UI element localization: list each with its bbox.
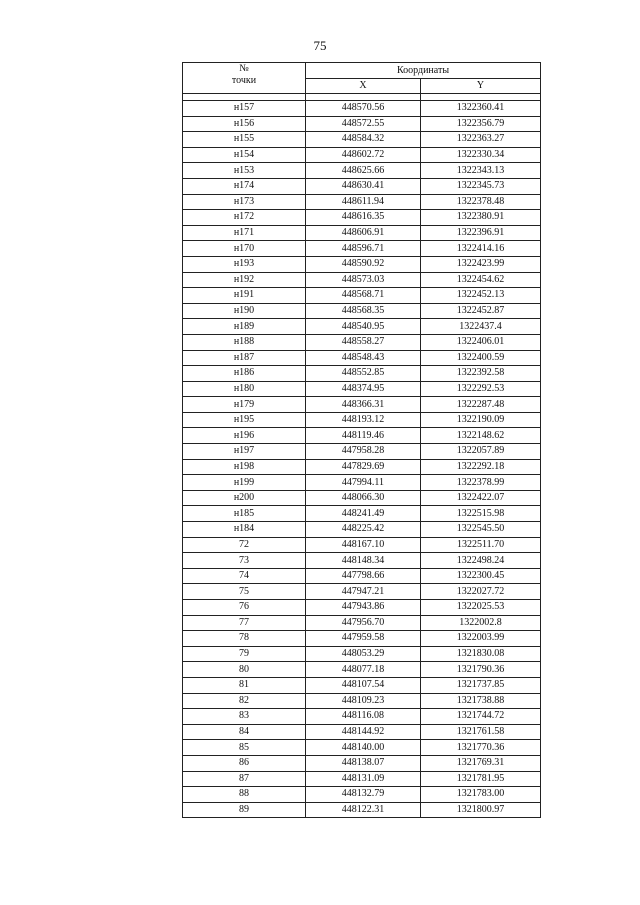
table-row	[183, 241, 541, 257]
table-row	[183, 490, 541, 506]
y-coordinate-cell: 1322003.99	[421, 631, 541, 647]
table-row	[183, 724, 541, 740]
table-row	[183, 787, 541, 803]
x-coordinate-cell: 448193.12	[306, 412, 421, 428]
point-number-symbol: №	[239, 63, 249, 74]
x-coordinate-cell: 448374.95	[306, 381, 421, 397]
y-coordinate-cell: 1322515.98	[421, 506, 541, 522]
x-coordinate-cell: 447959.58	[306, 631, 421, 647]
table-row	[183, 101, 541, 117]
x-coordinate-cell: 448602.72	[306, 147, 421, 163]
x-coordinate-cell: 448109.23	[306, 693, 421, 709]
x-coordinate-cell: 448140.00	[306, 740, 421, 756]
x-coordinate-cell: 448138.07	[306, 755, 421, 771]
table-row	[183, 132, 541, 148]
spacer-cell	[183, 94, 306, 101]
y-column-header: Y	[421, 79, 541, 94]
y-coordinate-cell: 1322363.27	[421, 132, 541, 148]
x-coordinate-cell: 448611.94	[306, 194, 421, 210]
x-coordinate-cell: 448366.31	[306, 397, 421, 413]
point-number-cell: 89	[183, 802, 306, 818]
x-coordinate-cell: 448630.41	[306, 178, 421, 194]
table-row	[183, 615, 541, 631]
y-coordinate-cell: 1322378.48	[421, 194, 541, 210]
spacer-cell	[306, 94, 421, 101]
point-number-cell: н179	[183, 397, 306, 413]
y-coordinate-cell: 1322396.91	[421, 225, 541, 241]
table-row	[183, 631, 541, 647]
y-coordinate-cell: 1322400.59	[421, 350, 541, 366]
x-coordinate-cell: 448570.56	[306, 101, 421, 117]
point-number-cell: 72	[183, 537, 306, 553]
table-row	[183, 568, 541, 584]
point-number-cell: 73	[183, 553, 306, 569]
point-number-cell: н172	[183, 210, 306, 226]
x-column-header: X	[306, 79, 421, 94]
point-number-cell: н195	[183, 412, 306, 428]
table-row	[183, 256, 541, 272]
point-number-cell: 83	[183, 709, 306, 725]
y-coordinate-cell: 1322002.8	[421, 615, 541, 631]
y-coordinate-cell: 1322545.50	[421, 522, 541, 538]
x-coordinate-cell: 448144.92	[306, 724, 421, 740]
y-coordinate-cell: 1322511.70	[421, 537, 541, 553]
point-number-cell: н180	[183, 381, 306, 397]
y-coordinate-cell: 1322057.89	[421, 444, 541, 460]
point-number-cell: н196	[183, 428, 306, 444]
x-coordinate-cell: 447994.11	[306, 475, 421, 491]
x-coordinate-cell: 448625.66	[306, 163, 421, 179]
y-coordinate-cell: 1322287.48	[421, 397, 541, 413]
x-coordinate-cell: 447798.66	[306, 568, 421, 584]
x-coordinate-cell: 448167.10	[306, 537, 421, 553]
point-number-cell: 78	[183, 631, 306, 647]
point-number-cell: 75	[183, 584, 306, 600]
point-number-cell: н186	[183, 366, 306, 382]
table-row	[183, 553, 541, 569]
table-row	[183, 522, 541, 538]
x-coordinate-cell: 448131.09	[306, 771, 421, 787]
x-coordinate-cell: 448053.29	[306, 646, 421, 662]
x-coordinate-cell: 448568.35	[306, 303, 421, 319]
y-coordinate-cell: 1322380.91	[421, 210, 541, 226]
x-coordinate-cell: 448573.03	[306, 272, 421, 288]
x-coordinate-cell: 447958.28	[306, 444, 421, 460]
y-coordinate-cell: 1322190.09	[421, 412, 541, 428]
table-row	[183, 210, 541, 226]
table-row	[183, 709, 541, 725]
y-coordinate-cell: 1321783.00	[421, 787, 541, 803]
table-row	[183, 506, 541, 522]
table-row	[183, 366, 541, 382]
x-coordinate-cell: 448590.92	[306, 256, 421, 272]
y-coordinate-cell: 1322292.18	[421, 459, 541, 475]
table-row	[183, 459, 541, 475]
table-row	[183, 771, 541, 787]
x-coordinate-cell: 448568.71	[306, 288, 421, 304]
point-number-cell: 74	[183, 568, 306, 584]
y-coordinate-cell: 1322330.34	[421, 147, 541, 163]
point-number-cell: н184	[183, 522, 306, 538]
y-coordinate-cell: 1322437.4	[421, 319, 541, 335]
x-coordinate-cell: 448241.49	[306, 506, 421, 522]
y-coordinate-cell: 1321800.97	[421, 802, 541, 818]
point-number-cell: н173	[183, 194, 306, 210]
point-number-cell: н192	[183, 272, 306, 288]
table-row	[183, 288, 541, 304]
x-coordinate-cell: 448552.85	[306, 366, 421, 382]
table-row	[183, 116, 541, 132]
x-coordinate-cell: 447956.70	[306, 615, 421, 631]
y-coordinate-cell: 1322300.45	[421, 568, 541, 584]
point-number-cell: 77	[183, 615, 306, 631]
point-number-cell: 88	[183, 787, 306, 803]
y-coordinate-cell: 1322498.24	[421, 553, 541, 569]
table-row	[183, 584, 541, 600]
point-number-cell: н189	[183, 319, 306, 335]
point-number-cell: н185	[183, 506, 306, 522]
table-row	[183, 444, 541, 460]
point-number-cell: 85	[183, 740, 306, 756]
point-number-cell: н187	[183, 350, 306, 366]
point-number-cell: н190	[183, 303, 306, 319]
x-coordinate-cell: 448572.55	[306, 116, 421, 132]
y-coordinate-cell: 1322454.62	[421, 272, 541, 288]
point-number-cell: н153	[183, 163, 306, 179]
y-coordinate-cell: 1322452.87	[421, 303, 541, 319]
point-number-cell: н193	[183, 256, 306, 272]
table-row	[183, 537, 541, 553]
table-row	[183, 350, 541, 366]
table-row	[183, 412, 541, 428]
table-row	[183, 194, 541, 210]
y-coordinate-cell: 1322414.16	[421, 241, 541, 257]
point-number-cell: н199	[183, 475, 306, 491]
table-row	[183, 319, 541, 335]
point-number-cell: 82	[183, 693, 306, 709]
y-coordinate-cell: 1321781.95	[421, 771, 541, 787]
point-number-word: точки	[231, 75, 257, 86]
table-row	[183, 163, 541, 179]
y-coordinate-cell: 1322423.99	[421, 256, 541, 272]
point-number-cell: н156	[183, 116, 306, 132]
point-number-cell: н188	[183, 334, 306, 350]
x-coordinate-cell: 448077.18	[306, 662, 421, 678]
table-row	[183, 677, 541, 693]
y-coordinate-cell: 1321738.88	[421, 693, 541, 709]
table-row	[183, 646, 541, 662]
table-body	[183, 94, 541, 818]
point-number-cell: 86	[183, 755, 306, 771]
x-coordinate-cell: 448148.34	[306, 553, 421, 569]
x-coordinate-cell: 448606.91	[306, 225, 421, 241]
table-row	[183, 740, 541, 756]
y-coordinate-cell: 1322027.72	[421, 584, 541, 600]
x-coordinate-cell: 448132.79	[306, 787, 421, 803]
spacer-row	[183, 94, 541, 101]
y-coordinate-cell: 1321830.08	[421, 646, 541, 662]
point-number-cell: н171	[183, 225, 306, 241]
x-coordinate-cell: 447943.86	[306, 600, 421, 616]
x-coordinate-cell: 448107.54	[306, 677, 421, 693]
table-row	[183, 397, 541, 413]
point-number-cell: н154	[183, 147, 306, 163]
x-coordinate-cell: 448596.71	[306, 241, 421, 257]
table-row	[183, 334, 541, 350]
point-number-cell: н200	[183, 490, 306, 506]
table-row	[183, 303, 541, 319]
x-coordinate-cell: 448616.35	[306, 210, 421, 226]
y-coordinate-cell: 1322392.58	[421, 366, 541, 382]
point-number-cell: 87	[183, 771, 306, 787]
x-coordinate-cell: 447829.69	[306, 459, 421, 475]
point-number-cell: н170	[183, 241, 306, 257]
table-row	[183, 475, 541, 491]
y-coordinate-cell: 1322360.41	[421, 101, 541, 117]
point-number-cell: 79	[183, 646, 306, 662]
x-coordinate-cell: 448558.27	[306, 334, 421, 350]
x-coordinate-cell: 448225.42	[306, 522, 421, 538]
x-coordinate-cell: 448584.32	[306, 132, 421, 148]
y-coordinate-cell: 1322343.13	[421, 163, 541, 179]
x-coordinate-cell: 448066.30	[306, 490, 421, 506]
y-coordinate-cell: 1321790.36	[421, 662, 541, 678]
table-row	[183, 755, 541, 771]
y-coordinate-cell: 1322452.13	[421, 288, 541, 304]
y-coordinate-cell: 1322345.73	[421, 178, 541, 194]
table-row	[183, 693, 541, 709]
y-coordinate-cell: 1321770.36	[421, 740, 541, 756]
y-coordinate-cell: 1322292.53	[421, 381, 541, 397]
x-coordinate-cell: 448540.95	[306, 319, 421, 335]
table-row	[183, 178, 541, 194]
point-number-cell: н197	[183, 444, 306, 460]
point-number-cell: 81	[183, 677, 306, 693]
coordinates-table	[182, 62, 541, 818]
point-number-cell: н174	[183, 178, 306, 194]
table-row	[183, 802, 541, 818]
table-row	[183, 600, 541, 616]
y-coordinate-cell: 1321737.85	[421, 677, 541, 693]
table-header-row	[183, 63, 541, 79]
table-row	[183, 272, 541, 288]
page-number: 75	[313, 38, 327, 53]
x-coordinate-cell: 448122.31	[306, 802, 421, 818]
point-number-cell: н155	[183, 132, 306, 148]
point-number-cell: н157	[183, 101, 306, 117]
point-number-cell: н191	[183, 288, 306, 304]
table-row	[183, 381, 541, 397]
y-coordinate-cell: 1322422.07	[421, 490, 541, 506]
spacer-cell	[421, 94, 541, 101]
x-coordinate-cell: 448116.08	[306, 709, 421, 725]
table-row	[183, 662, 541, 678]
point-number-cell: 84	[183, 724, 306, 740]
y-coordinate-cell: 1322406.01	[421, 334, 541, 350]
y-coordinate-cell: 1322148.62	[421, 428, 541, 444]
y-coordinate-cell: 1321744.72	[421, 709, 541, 725]
point-number-header	[183, 63, 306, 94]
point-number-cell: н198	[183, 459, 306, 475]
table-row	[183, 147, 541, 163]
coordinates-header: Координаты	[306, 63, 541, 79]
table-row	[183, 225, 541, 241]
y-coordinate-cell: 1321761.58	[421, 724, 541, 740]
x-coordinate-cell: 447947.21	[306, 584, 421, 600]
x-coordinate-cell: 448548.43	[306, 350, 421, 366]
y-coordinate-cell: 1322025.53	[421, 600, 541, 616]
point-number-cell: 80	[183, 662, 306, 678]
x-coordinate-cell: 448119.46	[306, 428, 421, 444]
y-coordinate-cell: 1322356.79	[421, 116, 541, 132]
y-coordinate-cell: 1322378.99	[421, 475, 541, 491]
y-coordinate-cell: 1321769.31	[421, 755, 541, 771]
point-number-cell: 76	[183, 600, 306, 616]
table-row	[183, 428, 541, 444]
